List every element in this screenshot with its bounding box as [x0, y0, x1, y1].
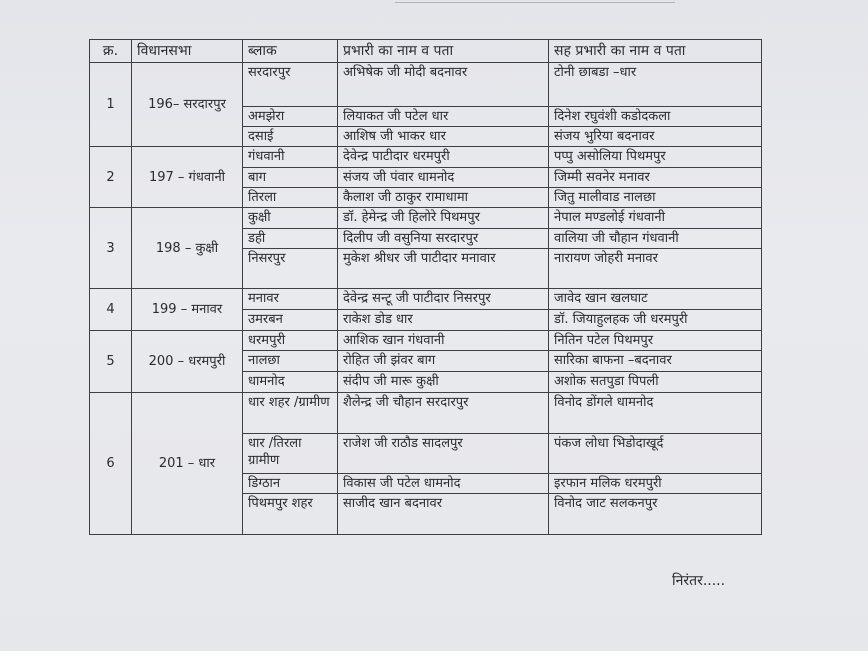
incharge-cell: देवेन्द्र पाटीदार धरमपुरी: [338, 147, 549, 168]
block-cell: नालछा: [243, 351, 338, 372]
block-cell: गंधवानी: [243, 147, 338, 168]
co-incharge-cell: डॉ. जियाहुलहक जी धरमपुरी: [549, 310, 762, 331]
co-incharge-cell: विनोद जाट सलकनपुर: [549, 494, 762, 535]
table-row: [90, 208, 762, 229]
incharge-cell: राकेश डोड धार: [338, 310, 549, 331]
co-incharge-cell: वालिया जी चौहान गंधवानी: [549, 229, 762, 249]
header-block: ब्लाक: [243, 40, 338, 63]
block-cell: धरमपुरी: [243, 331, 338, 351]
block-cell: कुक्षी: [243, 208, 338, 229]
block-cell: मनावर: [243, 289, 338, 310]
incharge-cell: शैलेन्द्र जी चौहान सरदारपुर: [338, 393, 549, 434]
incharge-cell: लियाकत जी पटेल धार: [338, 107, 549, 127]
block-cell: दसाई: [243, 127, 338, 147]
table-row: [90, 331, 762, 351]
block-cell: तिरला: [243, 188, 338, 208]
table-row: [90, 147, 762, 168]
header-serial: क्र.: [90, 40, 132, 63]
assembly-cell: 196– सरदारपुर: [132, 63, 243, 147]
co-incharge-cell: जावेद खान खलघाट: [549, 289, 762, 310]
incharge-cell: आशिष जी भाकर धार: [338, 127, 549, 147]
incharge-table: [89, 39, 762, 535]
table-header-row: [90, 40, 762, 63]
assembly-cell: 199 – मनावर: [132, 289, 243, 331]
assembly-cell: 200 – धरमपुरी: [132, 331, 243, 393]
incharge-cell: आशिक खान गंधवानी: [338, 331, 549, 351]
header-co-incharge: सह प्रभारी का नाम व पता: [549, 40, 762, 63]
header-assembly: विधानसभा: [132, 40, 243, 63]
header-incharge: प्रभारी का नाम व पता: [338, 40, 549, 63]
table-row: [90, 393, 762, 434]
incharge-cell: रोहित जी झंवर बाग: [338, 351, 549, 372]
incharge-cell: अभिषेक जी मोदी बदनावर: [338, 63, 549, 107]
co-incharge-cell: टोनी छाबडा –धार: [549, 63, 762, 107]
co-incharge-cell: नारायण जोहरी मनावर: [549, 249, 762, 289]
co-incharge-cell: पप्पु असोलिया पिथमपुर: [549, 147, 762, 168]
block-cell: अमझेरा: [243, 107, 338, 127]
incharge-cell: संजय जी पंवार धामनोद: [338, 168, 549, 188]
block-cell: उमरबन: [243, 310, 338, 331]
block-cell: डही: [243, 229, 338, 249]
co-incharge-cell: विनोद डोंगले धामनोद: [549, 393, 762, 434]
assembly-cell: 197 – गंधवानी: [132, 147, 243, 208]
assembly-cell: 201 – धार: [132, 393, 243, 535]
block-cell: सरदारपुर: [243, 63, 338, 107]
incharge-cell: विकास जी पटेल धामनोद: [338, 474, 549, 494]
serial-cell: 3: [90, 208, 132, 289]
cut-off-heading-underline: [395, 0, 675, 3]
table-row: [90, 63, 762, 107]
incharge-cell: डॉ. हेमेन्द्र जी हिलोरे पिथमपुर: [338, 208, 549, 229]
co-incharge-cell: नेपाल मण्डलोई गंधवानी: [549, 208, 762, 229]
co-incharge-cell: संजय भुरिया बदनावर: [549, 127, 762, 147]
serial-cell: 2: [90, 147, 132, 208]
block-cell: धामनोद: [243, 372, 338, 393]
serial-cell: 5: [90, 331, 132, 393]
block-cell: बाग: [243, 168, 338, 188]
table-row: [90, 289, 762, 310]
incharge-cell: साजीद खान बदनावर: [338, 494, 549, 535]
co-incharge-cell: इरफान मलिक धरमपुरी: [549, 474, 762, 494]
block-cell: निसरपुर: [243, 249, 338, 289]
incharge-cell: मुकेश श्रीधर जी पाटीदार मनावार: [338, 249, 549, 289]
co-incharge-cell: अशोक सतपुडा पिपली: [549, 372, 762, 393]
serial-cell: 4: [90, 289, 132, 331]
incharge-cell: देवेन्द्र सन्टू जी पाटीदार निसरपुर: [338, 289, 549, 310]
continued-note: निरंतर.....: [672, 573, 726, 589]
serial-cell: 1: [90, 63, 132, 147]
incharge-cell: संदीप जी मारू कुक्षी: [338, 372, 549, 393]
incharge-cell: राजेश जी राठौड सादलपुर: [338, 434, 549, 474]
block-cell: पिथमपुर शहर: [243, 494, 338, 535]
block-cell: धार /तिरला ग्रामीण: [243, 434, 338, 474]
assembly-cell: 198 – कुक्षी: [132, 208, 243, 289]
co-incharge-cell: जिम्मी सवनेर मनावर: [549, 168, 762, 188]
co-incharge-cell: जितु मालीवाड नालछा: [549, 188, 762, 208]
incharge-cell: दिलीप जी वसुनिया सरदारपुर: [338, 229, 549, 249]
co-incharge-cell: नितिन पटेल पिथमपुर: [549, 331, 762, 351]
serial-cell: 6: [90, 393, 132, 535]
co-incharge-cell: पंकज लोधा भिडोदाखूर्द: [549, 434, 762, 474]
block-cell: डिग्ठान: [243, 474, 338, 494]
incharge-cell: कैलाश जी ठाकुर रामाधामा: [338, 188, 549, 208]
block-cell: धार शहर /ग्रामीण: [243, 393, 338, 434]
co-incharge-cell: सारिका बाफना –बदनावर: [549, 351, 762, 372]
co-incharge-cell: दिनेश रघुवंशी कडोदकला: [549, 107, 762, 127]
